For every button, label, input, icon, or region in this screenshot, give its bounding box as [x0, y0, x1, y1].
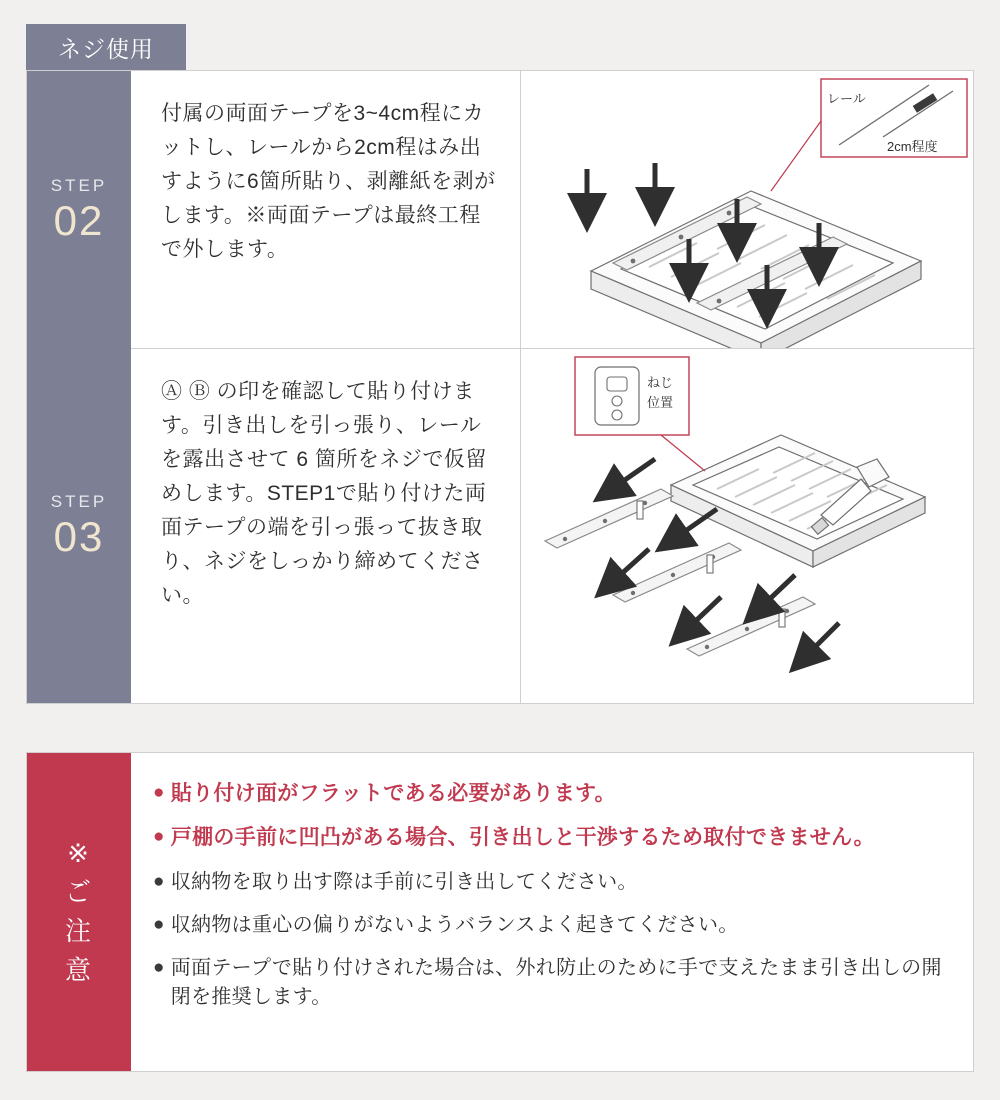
notice-item	[153, 868, 947, 897]
notice-item-text: 両面テープで貼り付けされた場合は、外れ防止のために手で支えたまま引き出しの開閉を推奨します。	[170, 956, 942, 1008]
step-tag-word: STEP	[50, 175, 108, 195]
step-row-02	[131, 71, 975, 348]
notice-item-text: 貼り付け面がフラットである必要があります。	[170, 782, 616, 805]
bullet-icon: ●	[153, 956, 165, 978]
callout-screw-label-line1: ねじ	[647, 375, 674, 390]
notice-item	[153, 911, 947, 940]
notice-side-label	[27, 753, 131, 1071]
step-tag-number: 03	[53, 512, 105, 560]
notice-side-char-2: 注	[64, 916, 93, 946]
notice-item-text: 収納物は重心の偏りがないようバランスよく起きてください。	[170, 913, 739, 936]
section-tab-label: ネジ使用	[58, 35, 154, 62]
step-02-figure	[521, 71, 975, 348]
step-tag-number: 02	[53, 196, 105, 244]
step-tag-word: STEP	[50, 491, 108, 511]
notice-item	[153, 823, 947, 853]
step03-diagram	[521, 349, 975, 703]
step-tag-03	[27, 349, 131, 703]
step-03-text: Ⓐ Ⓑ の印を確認して貼り付けます。引き出しを引っ張り、レールを露出させて 6 箇所をネジで仮留めします。STEP1で貼り付けた両面テープの端を引っ張って抜き取り、ネジをしっかり締めてください。	[131, 349, 521, 703]
callout-screw-label-line2: 位置	[647, 395, 674, 410]
notice-item	[153, 954, 947, 1012]
notice-side-char-0: ※	[67, 838, 91, 868]
notice-item-text: 収納物を取り出す際は手前に引き出してください。	[170, 870, 638, 893]
step02-diagram	[521, 71, 975, 348]
notice-item-text: 戸棚の手前に凹凸がある場合、引き出しと干渉するため取付できません。	[170, 826, 875, 850]
step-tag-02	[27, 71, 131, 349]
bullet-icon: ●	[153, 782, 165, 803]
step-row-03	[131, 348, 975, 703]
notice-list	[131, 753, 973, 1071]
step-03-figure	[521, 349, 975, 703]
section-tab-screw-use	[26, 24, 186, 70]
bullet-icon: ●	[153, 870, 165, 892]
callout-dimension-label: 2cm程度	[887, 139, 938, 154]
notice-side-char-1: ご	[64, 877, 93, 907]
steps-content-column	[131, 71, 975, 703]
notice-panel	[26, 752, 974, 1072]
callout-rail-label: レール	[827, 91, 866, 106]
notice-item	[153, 779, 947, 809]
steps-tag-column	[27, 71, 131, 703]
steps-panel	[26, 70, 974, 704]
step-02-text: 付属の両面テープを3~4cm程にカットし、レールから2cm程はみ出すように6箇所貼り、剥離紙を剥がします。※両面テープは最終工程で外します。	[131, 71, 521, 348]
bullet-icon: ●	[153, 826, 165, 848]
notice-side-char-3: 意	[64, 955, 93, 985]
bullet-icon: ●	[153, 913, 165, 935]
